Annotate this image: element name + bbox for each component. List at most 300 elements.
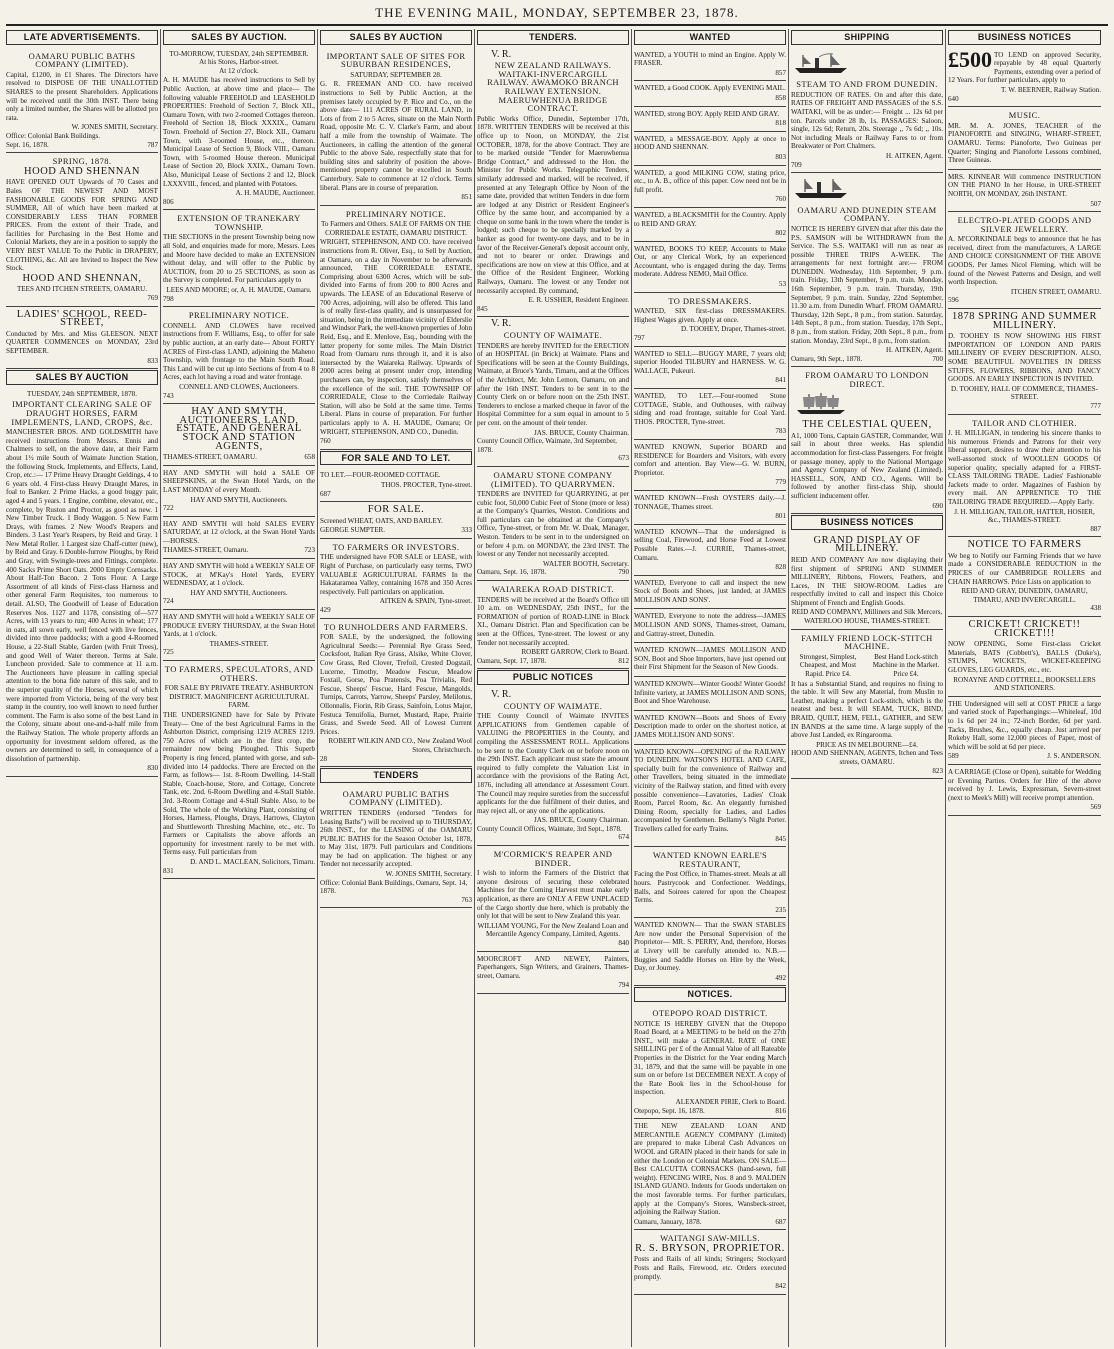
ad-signature: GEORGE SUMPTER. (320, 526, 386, 535)
ad-number: 833 (147, 356, 158, 365)
wanted-ad (634, 525, 786, 576)
ad-text: G. R. FREEMAN AND CO. have received instructions to Sell by Public Auction, at the premises lately occupied by P. Rice and Co., on the above date— 111 ACRES OF RURAL LAND, in Lots of from 2 to 5 Acres, situate on the Main North Road, opposite Mr. C. V. Clarke's Farm, and about half a mile from the township of Waimate. The Auctioneers, in calling the attention of the general Public to the above Sale, respectfully state that for building sites and salubrity of position the above-mentioned property cannot be excelled in South Canterbury. Sale to commence at 12 o'clock. Terms liberal. Plans are in course of preparation. (320, 80, 472, 192)
wanted-ad (634, 242, 786, 293)
ad-number: 794 (618, 981, 629, 990)
ad-text: WANTED to SELL—BUGGY MARE, 7 years old; superior Hooded TILBURY and HARNESS. W. G. WALLACE, Pukeuri. (634, 349, 786, 375)
ad-number: 818 (775, 119, 786, 128)
ad-text: CONNELL AND CLOWES have received instructions from F. Williams, Esq., to offer for sale by public auction, at an early date— About FORTY ACRES of First-class LAND, adjoining the Maheno Township, with frontage to the Main South Road. This Land will be cut up into Sections of from 4 to 8 Acres, each lot having a road and water frontage. (163, 321, 315, 382)
ad-date: Oamaru, January, 1878. (634, 1217, 702, 1226)
ad-text: WANTED, strong BOY. Apply REID AND GRAY. (634, 109, 780, 118)
ad-text: WANTED, BOOKS TO KEEP, Accounts to Make Out, or any Clerical Work, by an experienced Accountant, who is engaged during the day. Terms moderate. Address NEMO, Mail Office. (634, 244, 786, 279)
ad-text: D. TOOHEY IS NOW SHOWING HIS FIRST IMPORTATION OF LONDON AND PARIS MILLINERY OF EVERY DESCRIPTION. ALSO, SOME BEAUTIFUL NOVELTIES IN DRESS STUFFS, FLOWERS, RIBBONS, AND FANCY GOODS. AN EARLY INSPECTION IS INVITED. (948, 332, 1101, 384)
ad-number: 438 (1090, 604, 1101, 613)
ad-signature: CONNELL AND CLOWES, Auctioneers. (179, 382, 299, 391)
ad-signature: J. H. MILLIGAN, TAILOR, HATTER, HOSIER, &c., THAMES-STREET. (954, 507, 1095, 525)
ad-number: 674 (618, 833, 629, 842)
ad-ashburton-farm (163, 661, 315, 879)
ad-number: 589 (948, 752, 959, 761)
ad-text: WANTED, Everyone to note the address—JAMES MOLLISON AND SONS, Thames-street, Oamaru, and Gattray-street, Dunedin. (634, 612, 786, 638)
ad-sewing-machine (791, 630, 943, 780)
steamship-icon (791, 52, 851, 74)
ad-signature: D. AND L. MACLEAN, Solicitors, Timaru. (190, 858, 315, 867)
ad-amount: £500 (948, 46, 992, 72)
ad-maude-sale (163, 48, 315, 211)
columns (0, 26, 1114, 1347)
ad-london-direct (791, 367, 943, 514)
ad-heading: OAMARU AND DUNEDIN STEAM COMPANY. (797, 204, 937, 224)
ad-baths-tender (320, 786, 472, 909)
ad-firm: HOOD AND SHENNAN (24, 165, 140, 177)
ad-office: Office: Colonial Bank Buildings, Oamaru, Sept. 14, 1878. (320, 878, 468, 896)
ad-heading: 1878 SPRING AND SUMMER MILLINERY. (952, 311, 1097, 331)
ad-date: Sept. 16, 1878. (6, 140, 49, 149)
ad-signature: H. AITKEN, Agent. (886, 346, 943, 355)
ad-signature: THOS. PROCTER, Tyne-street. (381, 480, 472, 489)
ad-heading: OAMARU STONE COMPANY (LIMITED). TO QUARRYMEN. (490, 469, 616, 489)
ad-music-teacher (948, 107, 1101, 170)
ad-number: 777 (1090, 401, 1101, 410)
ad-spring-millinery (948, 309, 1101, 415)
ad-heading: OTEPOPO ROAD DISTRICT. (652, 1008, 768, 1019)
ad-signature: T. W. BEERNER, Railway Station. (1001, 85, 1101, 94)
ad-electro-plated-goods (948, 212, 1101, 309)
ad-text: Posts and Rails of all kinds; Stringers; Stockyard Posts and Rails, Firewood, etc. Orders executed promptly. (634, 1255, 786, 1281)
ad-text: WANTED KNOWN—Boots and Shoes of Every Description made to order on the shortest notice, at JAMES MOLLISON AND SONS'. (634, 713, 786, 739)
ad-text: HAY AND SMYTH will hold SALES EVERY SATURDAY, at 12 o'clock, at the Swan Hotel Yards—HORSES. (163, 519, 315, 545)
ad-number: 569 (1090, 803, 1101, 812)
ad-signature: HAY AND SMYTH, Auctioneers. (190, 495, 288, 504)
ad-nz-loan-company (634, 1119, 786, 1230)
ad-moorcroft-newey (477, 952, 629, 994)
ad-price: PRICE AS IN MELBOURNE—£4. (816, 740, 918, 749)
wanted-ad (634, 347, 786, 389)
ad-heading: WANTED KNOWN EARLE'S RESTAURANT, (652, 850, 768, 869)
ad-text: Conducted by Mrs. and Miss GLEESON. NEXT QUARTER COMMENCES on MONDAY, 23rd SEPTEMBER. (6, 329, 158, 355)
ad-number: 640 (948, 94, 959, 103)
ad-text: THE NEW ZEALAND LOAN AND MERCANTILE AGENCY COMPANY (Limited) are prepared to make Liberal Cash Advances on WOOL and GRAIN placed in their hands for sale in either the London or Colonial Markets. ON SALE— Best CALCUTTA CORNSACKS (hand-sewn, full weight). FENCING WIRE, Nos. 8 and 9. MALDEN ISLAND GUANO. Indents for Goods undertaken on the most favorable terms. For further particulars, apply at the Company's Stores, Wansbeck-street, adjoining the Railway Station. (634, 1122, 786, 1217)
ad-heading: IMPORTANT CLEARING SALE OF DRAUGHT HORSES, FARM IMPLEMENTS, LAND, CROPS, &c. (11, 399, 153, 427)
section-business-notices: BUSINESS NOTICES (791, 515, 943, 530)
wanted-ad (634, 440, 786, 491)
ad-text: WANTED, TO LET.—Four-roomed Stone COTTAGE, Stable, and Outhouses, with railway siding and road frontage, suitable for Coal Yard. THOS. PROCTER, Tyne-street. (634, 392, 786, 426)
ad-text: WANTED KNOWN—That the undersigned is selling Coal, Firewood, and Horse Feed at Lowest Possible Rates.—J. CURRIE, Thames-street, Oamaru. (634, 527, 786, 562)
ad-signature: WILLIAM YOUNG, For the New Zealand Loan and Mercantile Agency Company, Limited, Agents. (477, 921, 629, 939)
ad-number: 790 (618, 568, 629, 577)
ad-heading: EXTENSION OF TRANEKARY TOWNSHIP. (177, 213, 301, 232)
ad-number: 429 (320, 606, 331, 615)
ad-number: 492 (775, 973, 786, 982)
ad-date: Otepopo, Sept. 16, 1878. (634, 1106, 705, 1115)
wanted-ad (634, 745, 786, 848)
ad-text: WRITTEN TENDERS (endorsed "Tenders for Leasing Baths") will be received up to THURSDAY, 26th INST., for the LEASING of the OAMARU PUBLIC BATHS for the Season October 1st, 1878, to May 31st, 1879. Full particulars and Conditions may be had on application. The highest or any Tender not necessarily accepted. (320, 808, 472, 869)
ad-number: 823 (932, 766, 943, 775)
column-2 (161, 29, 318, 1347)
ad-number: 687 (775, 1217, 786, 1226)
ad-heading: TO DRESSMAKERS. (668, 295, 752, 306)
ad-farms-investors (320, 539, 472, 619)
ad-notice-to-farmers (948, 537, 1101, 617)
ad-text: HAVE OPENED OUT Upwards of 70 Cases and Bales OF THE NEWEST AND MOST FASHIONABLE GOODS FOR SPRING AND SUMMER, All of which have been marked at CONSIDERABLY LESS THAN FORMER PRICES. From the extent of their Trade, and facilities for Purchasing in the Best Home and Colonial Markets, they are in a position to supply the VERY BEST VALUE To the Public in DRAPERY, CLOTHING, &c. All are Invited to Inspect the New Stock. (6, 178, 158, 273)
ad-office: County Council Offices, Waimate, 3rd Sept., 1878. (477, 824, 622, 833)
ad-number: 831 (163, 866, 174, 875)
wanted-ad (634, 107, 786, 132)
ad-text: Facing the Post Office, in Thames-street. Meals at all hours. Pastrycook and Confectioner. Weddings, Balls, and Soirees catered for upon the Cheapest Terms. (634, 870, 786, 905)
ad-text: MR. M. A. JONES, TEACHER of the PIANOFORTE and SINGING, WHARF-STREET, OAMARU. Terms: Pianoforte, Two Guineas per Quarter; Singing and Pianoforte Lessons combined, Three Guineas. (948, 121, 1101, 165)
sailing-ship-icon (791, 393, 851, 415)
ad-firm: R. S. BRYSON, PROPRIETOR. (635, 1242, 785, 1254)
ad-connell-clowes (163, 307, 315, 404)
ad-text: WANTED KNOWN— That the SWAN STABLES Are now under the Personal Supervision of the Proprietor— MR. S. PERRY, And, therefore, Horses at Livery will be carefully attended to. N.B.—Buggies and Saddle Horses on Hire by the Week, Day, or Journey. (634, 921, 786, 973)
section-shipping: SHIPPING (791, 30, 943, 45)
ad-number: 690 (932, 501, 943, 510)
royal-cipher: V. R. (491, 318, 512, 330)
column-5 (632, 29, 789, 1347)
ad-piano-instruction (948, 170, 1101, 212)
ad-office: County Council Office, Waimate, 3rd September, 1878. (477, 437, 617, 454)
ad-number: 841 (775, 376, 786, 385)
ad-date: TO-MORROW, TUESDAY, 24th SEPTEMBER. (169, 49, 309, 58)
ad-number: 830 (147, 764, 158, 773)
ad-heading: FAMILY FRIEND LOCK-STITCH MACHINE. (801, 632, 933, 652)
ad-signature: D. TOOHEY, HALL OF COMMERCE, THAMES-STREET. (950, 384, 1098, 402)
ad-heading: FOR SALE. (367, 504, 425, 516)
ad-signature: AITKEN & SPAIN, Tyne-street. (379, 597, 472, 606)
ad-heading: OAMARU PUBLIC BATHS COMPANY (LIMITED). (342, 788, 450, 808)
ad-number: 803 (775, 152, 786, 161)
ad-number: 700 (932, 354, 943, 363)
ad-office: Office: Colonial Bank Buildings. (6, 131, 101, 140)
ad-signature: D. TOOHEY, Draper, Thames-street. (681, 325, 786, 334)
ad-address: THAMES-STREET, OAMARU. (163, 453, 257, 462)
ad-waiareka-road (477, 581, 629, 669)
ad-text: TENDERS will be received at the Board's Office till 10 a.m. on WEDNESDAY, 25th INST., for the FORMATION of portion of ROAD-LINE in Block XI., Oamaru District. Plan and Specification can be seen at the Offices, Tyne-street. The lowest or any Tender not necessarily accepted. (477, 595, 629, 647)
ad-number: 596 (948, 296, 959, 305)
ad-text: REID AND COMPANY Are now displaying their first shipment of SPRING AND SUMMER MILLINERY, Ribbons, Flowers, Feathers, and Laces, IN THE SHOW-ROOM. Ladies are respectfully invited to call and inspect this Choice Shipment of French and English Goods. (791, 555, 943, 607)
ad-number: 763 (461, 895, 472, 904)
ad-number: 797 (634, 334, 645, 343)
ad-number: 783 (775, 427, 786, 436)
ad-text: It has a Substantial Stand, and requires no fixing to the table. It will Sew any Material, from Muslin to Leather, making a perfect Lock-stitch, which is the neatest and best. It will SEAM, TUCK, BIND, BRAID, QUILT, HEM, FELL, GATHER, and SEW IN BANDS at the same time. A large supply of the above Just Landed, ex Ringarooma. (791, 679, 943, 740)
ad-heading: MUSIC. (1008, 110, 1041, 121)
ad-subheading: To Farmers and Others. SALE OF FARMS ON THE CORRIEDALE ESTATE, OAMARU DISTRICT. (321, 220, 471, 237)
ad-text: J. H. MILLIGAN, in tendering his sincere thanks to his numerous Friends and Patrons for their very liberal support, desires to draw their attention to his well-assorted stock of WOOLLEN GOODS Of superior quality, specially adapted for a FIRST-CLASS TAILORING TRADE. Ladies' Fashionable Jackets made to order. Magazines of Fashion by every mail. AN APPRENTICE TO THE TAILORING TRADE REQUIRED.—Apply Early. (948, 429, 1101, 506)
ad-number: 812 (618, 656, 629, 665)
wanted-ad (634, 643, 786, 677)
ad-date: Oamaru, Sept. 17, 1878. (477, 656, 547, 665)
ad-right-column: Best Hand Lock-stitch Machine in the Market. Price £4. (872, 652, 940, 679)
ad-firm: HOOD AND SHENNAN, AGENTS, Itchen and Tees streets, OAMARU. (791, 749, 943, 766)
wanted-ad (634, 208, 786, 242)
ad-text: FOR SALE, by the undersigned, the following Agricultural Seeds:— Perennial Rye Grass Seed, Cocksfoot, Italian Rye Grass, Alsike, White Clover, Cow Grass, Red Clover, Trefoil, Crested Dogstail, Lucerne, Timothy, Meadow Fescue, Meadow Foxtail, Gorse, Poa Pratensis, Poa Trivialis, Red Fescue, Sheeps' Fescue, Hard Fescue, Mangolds, Turnips, Carrots, Yarrow, Sheeps' Parsley, Melilotus, Ollonnalis, Fiorin, Rib Grass, Sainfoin, Lotus Major, Festuca Tenuifolia, Burnet, Mustard, Rape, Prairie Grass, and Swede Seed. All of Lowest Current Prices. (320, 633, 472, 736)
ad-number: 28 (320, 754, 328, 763)
ad-valuation-roll (477, 688, 629, 846)
ad-signature: E. R. USSHER, Resident Engineer. (528, 296, 629, 305)
ad-number: 851 (461, 193, 472, 202)
ad-number: 801 (775, 512, 786, 521)
ad-signature: WALTER BOOTH, Secretary. (543, 559, 629, 568)
ad-firm: HAY AND SMYTH, AUCTIONEERS, LAND, ESTATE, AND GENERAL STOCK AND STATION AGENTS, (176, 406, 302, 452)
ad-date: TUESDAY, 24th SEPTEMBER, 1878. (27, 389, 137, 398)
section-sales-by-auction: SALES BY AUCTION. (163, 30, 315, 45)
ad-number: 760 (320, 437, 331, 446)
ad-text: WANTED KNOWN, Superior BOARD and RESIDENCE for Boarders and Visitors, with every comfort and attention. Bay View—G. W. BURN, Proprietor. (634, 442, 786, 477)
ad-number: 709 (791, 160, 802, 169)
ad-number: 687 (320, 489, 331, 498)
ad-heading: TO FARMERS OR INVESTORS. (332, 541, 460, 552)
ad-stone-company (477, 467, 629, 581)
ad-title: OAMARU PUBLIC BATHS COMPANY (LIMITED). (28, 50, 136, 70)
ad-text: WANTED, a MESSAGE-BOY. Apply at once to HOOD AND SHENNAN. (634, 134, 786, 152)
wanted-ad (634, 48, 786, 82)
ad-text: NOW OPENING, Some First-class Cricket Materials, BATS (Cobbett's), BALLS (Duke's), STUMPS, WICKETS, WICKET-KEEPING GLOVES, LEG GUARDS, etc., etc. (948, 640, 1101, 674)
ad-text: TO LET.—FOUR-ROOMED COTTAGE. (320, 471, 441, 480)
ad-railway-tender (477, 48, 629, 318)
ad-text: A. H. MAUDE has received instructions to Sell by Public Auction, at above time and place— The following valuable FREEHOLD and LEASEHOLD PROPERTIES: Freehold of Section 7, Block XII., Oamaru Town, with two 2-roomed Cottages thereon. Freehold of Section 18, Block XXXIX., Oamaru Town. Freehold of Section 27, Block XII., Oamaru Town, with 3-roomed House, etc., thereon. Municipal Lease of Section 9, Block VIII., Oamaru Town, with 5-roomed House thereon. Municipal Lease of Section 20, Block XXIX., Oamaru Town. Also, Municipal Lease of Sections 2 and 12, Block LXXXVIII., fenced, and planted with Potatoes. (163, 76, 315, 188)
section-tenders: TENDERS. (477, 30, 629, 45)
ad-number: 806 (163, 197, 174, 206)
column-4 (475, 29, 632, 1347)
ad-text: HAY AND SMYTH will hold a WEEKLY SALE OF PRODUCE EVERY THURSDAY, at the Swan Hotel Yards, at 1 o'clock. (163, 613, 315, 639)
section-sales-by-auction: SALES BY AUCTION (320, 30, 472, 45)
ad-text: NOTICE IS HEREBY GIVEN that the Otepopo Road Board, at a MEETING to be held on the 27th INST., will make a GENERAL RATE of ONE SHILLING per £ of the Annual Value of all Rateable Properties in the District for the Year ending March 31, 1879, and that the same will be payable in one sum on or before 1st DECEMBER NEXT. A copy of the Rate Book lies in the School-house for inspection. (634, 1019, 786, 1097)
ad-text: TO LEND on approved Security, repayable by 48 equal Quarterly Payments, extending over a period of 12 Years. For further particulars, apply to (948, 50, 1101, 85)
ad-address: TEES AND ITCHEN STREETS, OAMARU. (16, 285, 148, 294)
ad-number: 816 (775, 1106, 786, 1115)
ad-signature: ITCHEN STREET, OAMARU. (1010, 287, 1101, 296)
ad-signature: ALEXANDER PIRIE, Clerk to Board. (675, 1097, 786, 1106)
ad-address: THAMES-STREET, Oamaru. (163, 546, 249, 555)
ad-heading: TO RUNHOLDERS AND FARMERS. (323, 621, 469, 632)
column-3 (318, 29, 475, 1347)
ad-ladies-school (6, 307, 158, 370)
wanted-ad (634, 166, 786, 208)
wanted-ad (634, 576, 786, 610)
ad-steam-dunedin (791, 48, 943, 174)
section-wanted: WANTED (634, 30, 786, 45)
ad-text: REDUCTION OF RATES. On and after this date, RATES OF FREIGHT AND PASSAGES of the S.S. WAITAKI, will be as under:— Freight ... 12s 6d per ton. Parcels under 28 lb, 1s. PASSAGES: Saloon, single, 12s 6d; Return, 20s. Steerage ,, 7s 6d; ,, 10s. Not including Meals or Railway Fares to or from Breakwater or Port Chalmers. (791, 90, 943, 151)
ad-number: 507 (1090, 199, 1101, 208)
ad-number: 673 (618, 454, 629, 463)
wanted-ad (634, 677, 786, 711)
ad-text: Public Works Office, Dunedin, September 17th, 1878. WRITTEN TENDERS will be received at this office up to Noon, on MONDAY, the 21st OCTOBER, 1878, for the above Contract. They are to be marked outside "Tender for Maeruwhenua Bridge Contract," and addressed to the Hon. the Minister for Public Works. Telegraphic Tenders, similarly addressed and marked, will be received, if presented at any Telegraph Office by Noon of the same date, provided that written Tenders in due form are lodged at any District or Resident Engineer's Office by the same hour, and accompanied by a cheque on some bank in the town where the tender is lodged; such cheque to be specially marked by a banker as good for twenty-one days, and to be in favor of the Receiver-General's deposit account only, and not to bearer or order. Drawings and specifications are now on view at this Office, and at the Office of the Resident Engineer, Working Railways, Oamaru. The lowest or any Tender not necessarily accepted. By command, (477, 114, 629, 295)
ad-text: A. M'CORKINDALE begs to announce that he has received, direct from the manufacturers, A LARGE AND CHOICE CONSIGNMENT OF THE ABOVE GOODS, Per James Nicol Fleming, which will be found of the Newest Patterns and Design, and well worth Inspection. (948, 235, 1101, 287)
ad-text: HAY AND SMYTH will hold a WEEKLY SALE OF STOCK, at M'Kay's Hotel Yards, EVERY WEDNESDAY, at 1 o'clock. (163, 562, 315, 588)
ad-signature: A. H. MAUDE, Auctioneer. (235, 189, 315, 198)
ad-heading: NEW ZEALAND RAILWAYS. WAITAKI-INVERCARGILL RAILWAY. AWAMOKO BRANCH RAILWAY EXTENSION. MAERUWHENUA BRIDGE CONTRACT. (487, 60, 619, 114)
ad-text: MANCHESTER BROS. AND GOLDSMITH have received instructions from Messrs. Ennis and Chalmers to sell, on the above date, at their Farm about 1½ mile South of Waimate Junction Station, the following Stock, Implements, and Effects, Land, Crop, etc.:— 17 Prime Heavy Draught Geldings, 4 to 6 years old. 4 First-class Heavy Draught Mares, in foal to Banker. 2 Prime Hacks, a good buggy pair, aged 4 and 5 years. 1 Engine, combine, elevator, etc., complete, by Ruston and Proctor, as good as new. 1 New Timber Truck. 1 Body Waggon. 5 New Farm Drays, with frames. 2 New Wood's Reapers and Binders. 3 Last Year's Reapers, by Reid and Gray. 1 New Metal Roller. 1 Largest size Chaff-cutter (new), by Reid and Gray. 6 Double-furrow Ploughs, by Reid and Gray, with Swingle-trees and Fittings, complete. 400 Sacks Prime Short Oats. 2000 Empty Cornsacks. About Half-Ton Bacon. 2 Tons Flour. A Large Assortment of all kinds of First-class Harness and other general Farm Requisites, too numerous to detail. ALSO, The Goodwill of Lease of Education Reserves Nos. 1127 and 1178, consisting of—577 Acres, with 13 years to run; 400 Acres in wheat; 177 in oats, all sown early, well fenced with live fences, divided into three paddocks; with a good 4-Roomed House, a 22-Stall Stable, Garden (with Fruit Trees), and good Well of Water thereon. Terms at Sale. Luncheon provided. Sale to commence at 11 a.m. The Auctioneers have pleasure in calling special attention to the bona fide nature of this sale, and to the superior quality of the Horses, several of which were imported from Victoria, being of the very best stamp in the country, too well known to need further comment. The Farm is also some of the best Land in the Colony, situate about one-and-a-half mile from the Railway Station. The whole property affords an opportunity for investment seldom offered, as the owners are determined to sell, in consequence of a dissolution of partnership. (6, 428, 158, 763)
ad-text: WANTED KNOWN—Winter Goods! Winter Goods! Infinite variety, at JAMES MOLLISON AND SONS, Boot and Shoe Warehouse. (634, 680, 786, 706)
ad-signature: W. JONES SMITH, Secretary. (71, 123, 158, 132)
ad-number: 842 (775, 1282, 786, 1291)
ad-text: TENDERS are INVITED for QUARRYING, at per cubic foot, 50,000 Cubic Feet of Stone (more or less) at the Company's Quarries, Weston. Conditions and full particulars can be obtained at the Company's Office, Tyne-street, or from Mr. W. Doak, Manager, Weston. Tenders to be sent in to the undersigned on or before 4 p.m. on MONDAY, the 23rd INST. The lowest or any Tender not necessarily accepted. (477, 490, 629, 559)
ad-signature: REID AND GRAY, DUNEDIN, OAMARU, TIMARU, AND INVERCARGILL. (961, 587, 1088, 604)
ad-corriedale-estate (320, 206, 472, 450)
ad-dressmakers (634, 293, 786, 347)
ad-signature: JAS. BRUCE, County Chairman. (534, 816, 629, 825)
ad-number: 723 (304, 546, 315, 555)
ad-money-to-lend (948, 48, 1101, 108)
section-for-sale-to-let: FOR SALE AND TO LET. (320, 451, 472, 466)
wanted-ad (634, 132, 786, 166)
ad-number: 779 (775, 478, 786, 487)
ad-number: 760 (775, 195, 786, 204)
ad-place: At his Stores, Harbor-street. (199, 58, 279, 67)
ad-agricultural-seeds (320, 619, 472, 768)
ad-heading: TAILOR AND CLOTHIER. (972, 417, 1077, 428)
ad-text: MOORCROFT AND NEWEY, Painters, Paperhangers, Sign Writers, and Grainers, Thames-street, Oamaru. (477, 954, 629, 980)
column-6 (789, 29, 946, 1347)
ad-heading: M'CORMICK'S REAPER AND BINDER. (493, 849, 613, 868)
wanted-ad (634, 711, 786, 745)
ad-text: THE County Council of Waimate INVITES APPLICATIONS from Gentlemen capable of VALUING the PROPERTIES in the County, and compiling the ASSESSMENT ROLL. Applications to be sent to the County Clerk on or before noon on the 29th INST. Each applicant must state the amount required to fully complete the Valuation List in accordance with the provisions of the Rating Act, 1876, including all attendance at Assessment Court. The Council may require sureties from the successful applicants for the due fulfilment of their duties, and may reject all, or any one of the applications. (477, 712, 629, 815)
ad-heading: NOTICE TO FARMERS (967, 539, 1082, 551)
ad-text: WANTED KNOWN—Fresh OYSTERS daily.—J. TONNAGE, Thames street. (634, 493, 786, 511)
ad-text: WANTED, a YOUTH to mind an Engine. Apply W. FRASER. (634, 50, 786, 68)
ad-text: Screened WHEAT, OATS, AND BARLEY. (320, 516, 443, 525)
ad-signature: HAY AND SMYTH, Auctioneers. (190, 588, 288, 597)
ad-baths-company (6, 48, 158, 154)
ad-signature: H. AITKEN, Agent. (886, 151, 943, 160)
royal-cipher: V. R. (491, 48, 512, 60)
column-1 (4, 29, 161, 1347)
ad-text: I wish to inform the Farmers of the District that anyone desirous of securing these celebrated Machines for the Coming Harvest must make early application, as there are ONLY A FEW UNPLACED of the Cargo shortly due here, which is probably the only lot that will be sent to New Zealand this year. (477, 869, 629, 921)
ad-heading: PRELIMINARY NOTICE. (188, 310, 290, 321)
ad-number: 845 (477, 304, 488, 313)
wanted-list (634, 347, 786, 848)
ad-waitangi-saw-mills (634, 1230, 786, 1295)
ad-number: 887 (1090, 524, 1101, 533)
ad-text: WANTED, Everyone to call and inspect the new Stock of Boots and Shoes, just landed, at JAMES MOLLISON AND SONS'. (634, 578, 786, 604)
ad-for-sale-wheat (320, 502, 472, 539)
ad-heading: COUNTY OF WAIMATE. (503, 700, 603, 711)
royal-cipher: V. R. (491, 688, 512, 700)
ad-left-column: Strongest, Simplest, Cheapest, and Most Rapid. Price £4. (799, 652, 857, 679)
section-tenders: TENDERS (320, 768, 472, 783)
ad-swan-stables (634, 918, 786, 986)
section-late-advertisements: LATE ADVERTISEMENTS. (6, 30, 158, 45)
ad-number: 798 (163, 294, 174, 303)
ad-otepopo-rate (634, 1005, 786, 1119)
ad-hay-smyth-sheepskins (163, 466, 315, 517)
masthead: THE EVENING MAIL, MONDAY, SEPTEMBER 23, 1878. (6, 0, 1108, 26)
ad-text: WANTED, a BLACKSMITH for the Country. Apply to REID AND GRAY. (634, 210, 786, 228)
ad-firm: HOOD AND SHENNAN, (22, 272, 142, 284)
section-notices: NOTICES. (634, 987, 786, 1002)
ad-address: THAMES-STREET. (209, 639, 269, 648)
wanted-ad (634, 609, 786, 643)
ad-number: 724 (163, 597, 174, 606)
ad-heading: PRELIMINARY NOTICE. (345, 208, 447, 219)
ad-text: We beg to Notify our Farming Friends that we have made a CONSIDERABLE REDUCTION in the PRICES of our CAMBRIDGE ROLLERS and CHAIN HARROWS. Price Lists on application to (948, 551, 1101, 586)
ad-text: HAY AND SMYTH will hold a SALE OF SHEEPSKINS, at the Swan Hotel Yards, on the LAST MONDAY of every Month. (163, 468, 315, 494)
ad-paperhangings (948, 697, 1101, 765)
ad-signature: ROBERT GARROW, Clerk to Board. (521, 648, 629, 657)
ad-date: Oamaru, Sept. 16, 1878. (477, 568, 547, 577)
wanted-ad (634, 81, 786, 106)
ad-text: Capital, £1200, in £1 Shares. The Directors have resolved to DISPOSE OF THE UNALLOTTED SHARES to the present Shareholders. Applications will be received until the 30th INST. There being only a limited number, the Shares will be allotted pro rata. (6, 70, 158, 122)
ad-hay-smyth-horses (163, 517, 315, 559)
ad-clearing-sale (6, 388, 158, 777)
ad-text: NOTICE IS HEREBY GIVEN that after this date the P.S. SAMSON will be WITHDRAWN from the Service. The S.S. WAITAKI will run as near as possible THREE TRIPS A-WEEK. The arrangements for next fortnight are:— FROM DUNEDIN. Wednesday, 11th September, 9 p.m. train. Friday, 13th September, 9 p.m. train. Monday, 16th September, 9 p.m. train. Thursday, 19th September, 9 p.m. train. Sunday, 22nd September, 11.30 a.m. from Dunedin Wharf. FROM OAMARU. Thursday, 12th Sept., 8 p.m., from station. Saturday, 14th Sept., 8 p.m., from station. Tuesday, 17th Sept., 8 p.m., from station. Friday, 20th Sept., 8 p.m., from station. Monday, 23rd Sept., 8 p.m., from station. (791, 224, 943, 345)
ad-number: 53 (778, 280, 786, 289)
ad-signature: W. JONES SMITH, Secretary. (385, 870, 472, 879)
ad-hay-smyth-produce (163, 610, 315, 661)
ad-date: SATURDAY, SEPTEMBER 28. (350, 70, 442, 79)
ad-text: THE Undersigned will sell at COST PRICE a large and varied stock of Paperhangings:—Whiteleaf, 10d to 1s 6d per 24 in.; 72-inch Border, 6d per yard. Tacks, Brushes, &c., equally cheap. Just arrived per Rokeby Hall, some 12,000 pieces of Paper, most of which will be sold at 6d per piece. (948, 699, 1101, 751)
ad-number: 769 (147, 294, 158, 303)
ad-text: WRIGHT, STEPHENSON, AND CO. have received instructions from R. Oliver, Esq., to Sell by Auction, at Oamaru, on a day in November to be afterwards announced, THE CORRIEDALE ESTATE, Comprising about 6300 Acres, which will be sub-divided into Farms of from 200 to 800 Acres and upwards. The LEASE of an Educational Reserve of 700 Acres, adjoining, will also be offered. This land is of really first-class quality, and is unsurpassed for situation, being in the immediate vicinity of Elderslie and Windsor Park, the well-known properties of John Reid, Esq., and E. Menlove, Esq., bounding with the latter property for some miles. The Main District Road from Oamaru runs through it, and it is also intersected by the Waiareka Railway. Upwards of 2000 acres being at present under crop, intending purchasers can, by inspection, satisfy themselves of the excellence of the soil. THE TOWNSHIP OF CORRIEDALE, Close to the Corriedale Railway Station, will also be Sold at the same time. Terms Liberal. Plans in course of preparation. For further particulars apply to A. H. MAUDE, Oamaru; Or WRIGHT, STEPHENSON, AND CO., Dunedin. (320, 238, 472, 436)
ad-heading: IMPORTANT SALE OF SITES FOR SUBURBAN RESIDENCES, (326, 50, 466, 70)
ad-hood-shennan-spring (6, 153, 158, 307)
ad-text: THE UNDERSIGNED have for Sale by Private Treaty— One of the best Agricultural Farms in the Ashburton District, comprising 1219 ACRES 1219. 750 Acres of which are in the first crop, the remainder now being Ploughed. This Superb Property is ring fenced, planted with gorse, and sub-divided into 14 paddocks. There are Erected on the Farm, as follows— 1st. 8-Room Dwelling, 14-Stall Stable, Coach-house, Store, and Cottage, Concrete Tank, etc. 2nd. 6-Room Dwelling and 4-Stall Stable. 3rd. 3-Room Cottage and 4-Stall Stable. Also, to be Sold, The whole of the Working Plant, consisting of Horses, Harness, Ploughs, Drays, Harrows, Clayton and Shuttleworth Threshing Machine, etc., etc. To Farmers or Capitalists the above affords an opportunity for investment rarely to be met with. Terms easy. Full particulars from (163, 710, 315, 857)
ad-heading: SPRING, 1878. (52, 156, 112, 167)
ad-suburban-residences (320, 48, 472, 206)
ad-number: 828 (775, 563, 786, 572)
ad-text: THE undersigned have FOR SALE or LEASE, with Right of Purchase, on particularly easy terms, TWO VALUABLE AGRICULTURAL FARMS In the Hakataramea Valley, containing 1678 and 350 Acres respectively. Full particulars on application. (320, 553, 472, 596)
ad-hay-smyth-stock (163, 559, 315, 610)
ad-cricket (948, 617, 1101, 697)
ad-number: 333 (461, 526, 472, 535)
ad-number: 722 (163, 504, 174, 513)
ad-heading: STEAM TO AND FROM DUNEDIN. (796, 79, 938, 90)
ad-date: Oamaru, 9th Sept., 1878. (791, 354, 863, 363)
ad-heading: ELECTRO-PLATED GOODS AND SILVER JEWELLERY. (957, 215, 1092, 234)
ad-text: THE SECTIONS in the present Township being now all Sold, and enquiries made for more, Messrs. Lees and Moore have decided to make an EXTENSION without delay, and will offer to the Public by AUCTION, from 20 to 25 SECTIONS, as soon as the Survey is completed. For particulars apply to (163, 233, 315, 285)
ad-mccormick-reaper (477, 846, 629, 952)
ad-signature: LEES AND MOORE; or, A. H. MAUDE, Oamaru. (166, 286, 312, 295)
steamship-icon (791, 177, 851, 199)
ad-number: 658 (304, 453, 315, 462)
wanted-ad (634, 491, 786, 525)
ad-number: 787 (147, 140, 158, 149)
ad-number: 725 (163, 648, 174, 657)
ad-text: WANTED KNOWN—JAMES MOLLISON AND SON, Boot and Shoe Importers, have just opened out their First Shipment for the Season of New Goods. (634, 646, 786, 672)
ad-number: 235 (775, 905, 786, 914)
ad-time: At 12 o'clock. (219, 66, 259, 75)
ad-signature: RONAYNE AND COTTRELL, BOOKSELLERS AND STATIONERS. (953, 675, 1096, 693)
ad-number: 858 (775, 93, 786, 102)
ad-heading: FROM OAMARU TO LONDON DIRECT. (805, 370, 929, 389)
ad-number: 802 (775, 229, 786, 238)
ad-firm: REID AND COMPANY, Milliners and Silk Mercers, WATERLOO HOUSE, THAMES-STREET. (791, 608, 943, 626)
ad-number: 857 (775, 68, 786, 77)
ad-steam-company (791, 173, 943, 367)
section-public-notices: PUBLIC NOTICES (477, 670, 629, 685)
ad-number: 845 (775, 834, 786, 843)
ad-text: WANTED, a Good COOK. Apply EVENING MAIL. (634, 84, 786, 93)
ad-text: TENDERS are hereby INVITED for the ERECTION of an HOSPITAL (in Brick) at Waimate. Plans and Specifications will be seen at the County Buildings, Waimate, at Bruce's Yards, Timaru, and at the Offices of the Architect, Mr. John Lemon, Oamaru, on and after the 16th INST. Tenders to be sent in to the County Clerk on or before noon on the 25th INST. Tenderers to enclose a marked cheque in favor of the Hospital Committee for a sum equal in amount to 5 per cent. on the amount of their tender. (477, 341, 629, 427)
ad-number: 840 (618, 939, 629, 947)
ad-tailor-clothier (948, 415, 1101, 538)
wanted-list (634, 48, 786, 293)
ad-tranekary-township (163, 210, 315, 307)
ad-signature: JAS. BRUCE, County Chairman. (534, 428, 629, 437)
section-sales-by-auction: SALES BY AUCTION (6, 370, 158, 385)
ad-heading: LADIES' SCHOOL, REED-STREET, (16, 308, 148, 329)
ad-carriage-hire (948, 765, 1101, 816)
ad-heading: TO FARMERS, SPECULATORS, AND OTHERS. (164, 664, 314, 683)
ad-subheading: FOR SALE BY PRIVATE TREATY. ASHBURTON DISTRICT. MAGNIFICENT AGRICULTURAL FARM. (164, 684, 314, 710)
ad-hay-smyth (163, 404, 315, 466)
ad-text: WANTED KNOWN—OPENING of the RAILWAY TO DUNEDIN. WATSON'S HOTEL AND CAFE, specially built for the convenience of Railway and other Travellers, being situated in the immediate vicinity of the Railway station, and fitted with every possible convenience—Lavatories, Ladies' Cloak Room, Parcel Room, &c. An elegantly furnished Dining Room, specially for Ladies, and Ladies accompanied by Gentlemen. Bellamy's Night Porter. Travellers called for early Trains. (634, 747, 786, 833)
ad-cottage-to-let (320, 468, 472, 502)
ad-text: A1, 1000 Tons, Captain GASTER, Commander, Will sail in about three weeks. Has splendid accommodation for first-class Passengers. For freight or passage money, apply to the National Mortgage and Agency Company of New Zealand (Limited). HASSELL, SON, AND CO., Agents. Will be followed by another first-class Ship, should sufficient inducement offer. (791, 431, 943, 500)
ad-hospital-tender (477, 317, 629, 467)
ad-text: WANTED, SIX first-class DRESSMAKERS. Highest Wages given. Apply at once. (634, 307, 786, 324)
ad-signature: ROBERT WILKIN AND CO., New Zealand Wool Stores, Christchurch. (328, 737, 472, 754)
wanted-ad (634, 389, 786, 440)
ad-heading: WAIAREKA ROAD DISTRICT. (491, 584, 615, 595)
